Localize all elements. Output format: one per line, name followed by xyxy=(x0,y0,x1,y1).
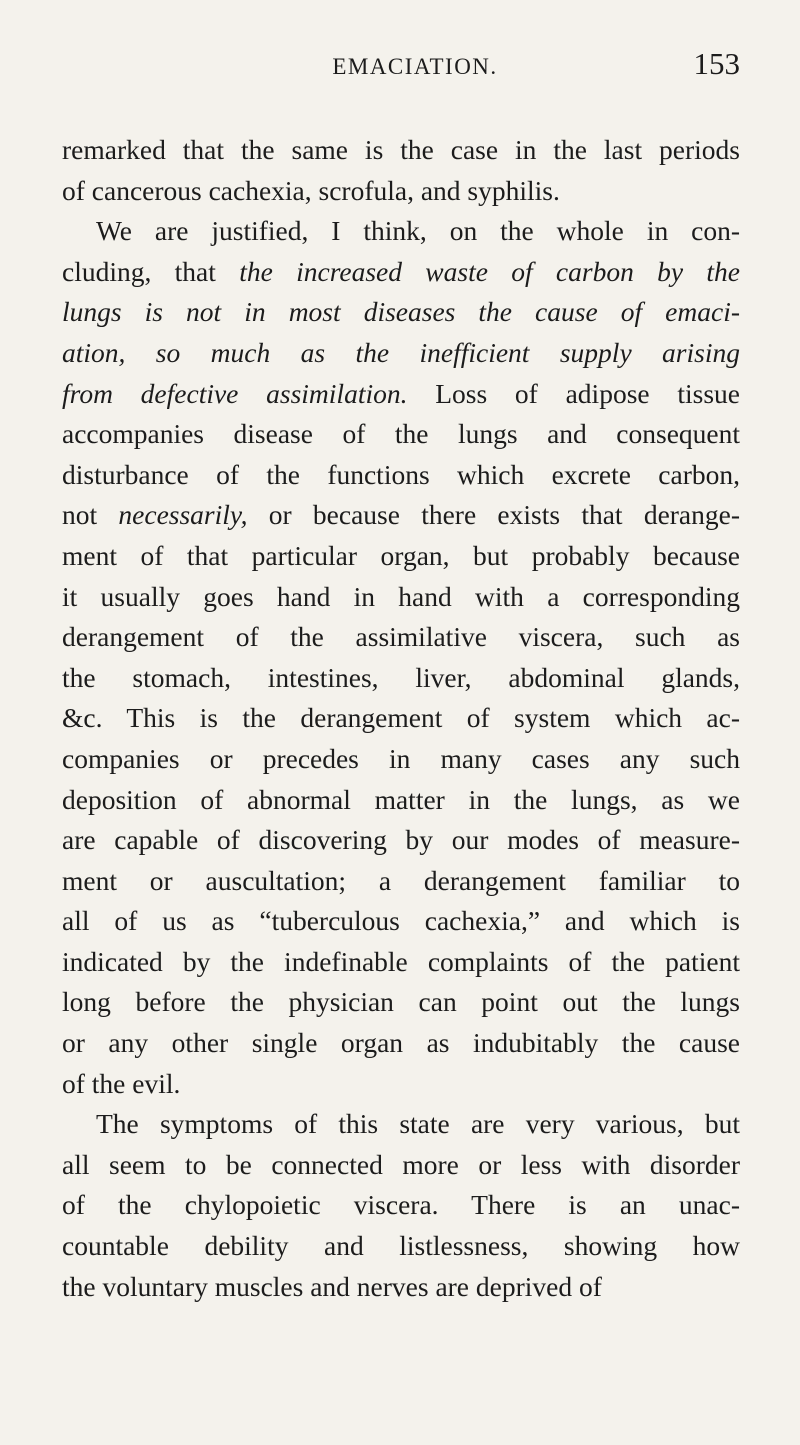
text-segment: &c. This is the derangement of system which ac- xyxy=(62,702,740,734)
text-segment: are capable of discovering by our modes of measure- xyxy=(62,824,740,856)
text-segment: not xyxy=(62,499,119,531)
text-line xyxy=(62,374,740,415)
text-line xyxy=(62,1064,740,1105)
italic-segment: from defective assimilation. xyxy=(62,377,408,409)
text-segment: disturbance of the functions which excrete carbon, xyxy=(62,458,740,490)
text-line xyxy=(62,658,740,699)
italic-segment: lungs is not in most diseases the cause of emaci- xyxy=(62,296,740,328)
text-segment: remarked that the same is the case in the last periods xyxy=(62,134,740,165)
text-segment: of the chylopoietic viscera. There is an unac- xyxy=(62,1189,740,1221)
text-line xyxy=(62,780,740,821)
text-line xyxy=(62,1267,740,1308)
text-line xyxy=(62,942,740,983)
text-segment: or because there exists that derange- xyxy=(247,499,741,531)
text-segment: Loss of adipose tissue xyxy=(407,377,740,409)
text-segment: or any other single organ as indubitably the cause xyxy=(62,1027,740,1059)
text-segment: companies or precedes in many cases any such xyxy=(62,742,740,774)
text-line xyxy=(62,1185,740,1226)
text-segment: countable debility and listlessness, showing how xyxy=(62,1230,740,1262)
paragraph xyxy=(62,1104,740,1307)
text-segment: ment or auscultation; a derangement familiar to xyxy=(62,864,740,896)
text-line xyxy=(62,252,740,293)
text-line xyxy=(62,617,740,658)
italic-segment: necessarily, xyxy=(118,499,248,531)
text-line xyxy=(62,901,740,942)
text-segment: the stomach, intestines, liver, abdominal glands, xyxy=(62,661,740,693)
text-line xyxy=(62,820,740,861)
text-segment: the voluntary muscles and nerves are deprived of xyxy=(62,1270,602,1302)
italic-segment: the increased waste of carbon by the xyxy=(239,255,740,287)
text-line xyxy=(62,1104,740,1145)
running-head xyxy=(62,40,740,80)
text-line xyxy=(62,1226,740,1267)
text-line xyxy=(62,536,740,577)
text-segment: deposition of abnormal matter in the lungs, as we xyxy=(62,783,740,815)
text-line xyxy=(62,861,740,902)
text-segment: derangement of the assimilative viscera, such as xyxy=(62,621,740,653)
text-segment: We are justified, I think, on the whole in con- xyxy=(96,215,740,247)
text-segment: all seem to be connected more or less with disorder xyxy=(62,1148,740,1180)
italic-segment: ation, so much as the inefficient supply arising xyxy=(62,336,740,368)
text-line xyxy=(62,333,740,374)
text-segment: cluding, that xyxy=(62,255,240,287)
text-line xyxy=(62,171,740,212)
text-segment: of cancerous cachexia, scrofula, and syphilis. xyxy=(62,174,560,206)
page-number: 153 xyxy=(693,46,740,81)
text-line xyxy=(62,130,740,171)
text-line xyxy=(62,577,740,618)
text-line xyxy=(62,1145,740,1186)
text-segment: The symptoms of this state are very various, but xyxy=(96,1108,740,1140)
text-segment: ment of that particular organ, but probably because xyxy=(62,539,740,571)
text-line xyxy=(62,414,740,455)
text-segment: indicated by the indefinable complaints of the patient xyxy=(62,945,740,977)
text-segment: accompanies disease of the lungs and consequent xyxy=(62,418,740,450)
running-title: EMACIATION. xyxy=(332,54,498,79)
paragraph xyxy=(62,211,740,1104)
text-line xyxy=(62,698,740,739)
text-segment: of the evil. xyxy=(62,1067,181,1099)
paragraph xyxy=(62,130,740,211)
text-line xyxy=(62,211,740,252)
text-line xyxy=(62,982,740,1023)
text-line xyxy=(62,495,740,536)
text-segment: it usually goes hand in hand with a corresponding xyxy=(62,580,740,612)
text-segment: all of us as “tuberculous cachexia,” and which is xyxy=(62,905,740,937)
text-line xyxy=(62,455,740,496)
text-segment: long before the physician can point out the lungs xyxy=(62,986,740,1018)
text-line xyxy=(62,1023,740,1064)
body-text xyxy=(62,130,740,1307)
text-line xyxy=(62,292,740,333)
text-line xyxy=(62,739,740,780)
